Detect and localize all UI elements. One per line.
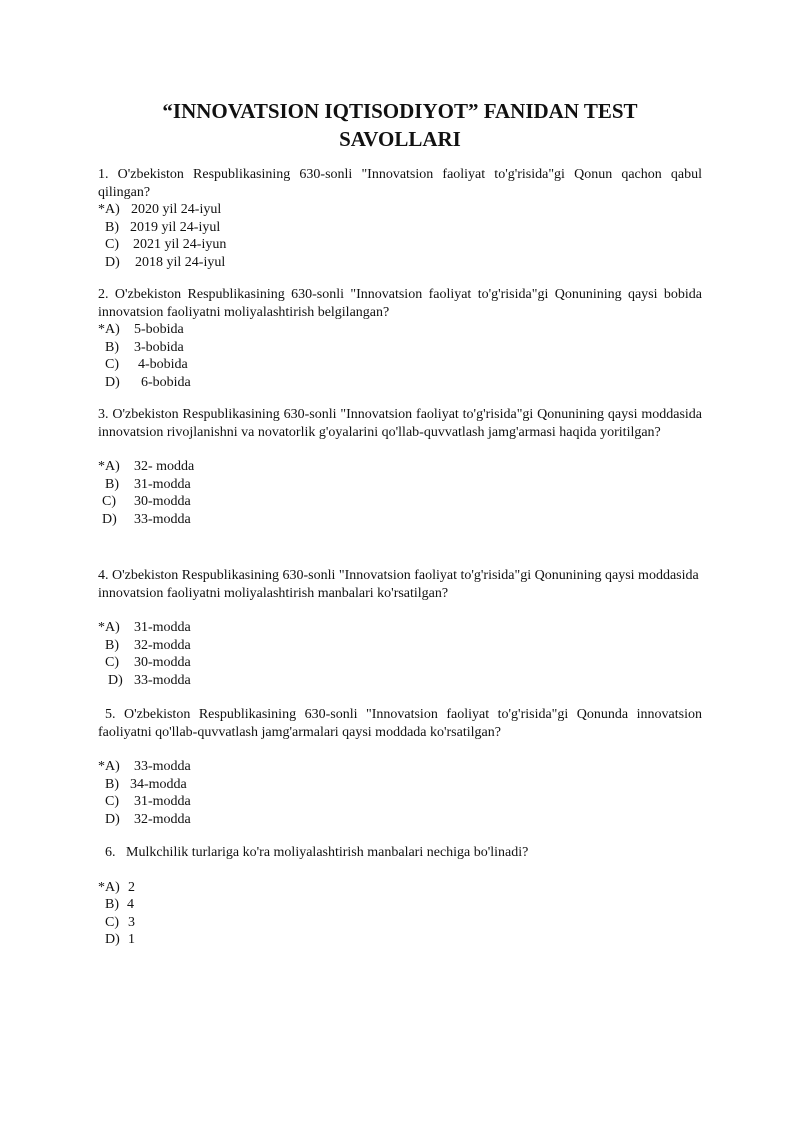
option-text: 33-modda: [134, 672, 191, 688]
option-b: [98, 339, 702, 357]
option-a: [98, 458, 702, 476]
question-1: [98, 166, 702, 271]
option-label: *A): [98, 202, 120, 217]
option-text: 6-bobida: [141, 374, 191, 390]
option-text: 4-bobida: [138, 357, 188, 372]
question-6: [98, 844, 702, 949]
option-text: 2: [128, 879, 135, 895]
question-4: [98, 567, 702, 689]
option-a: [98, 619, 702, 637]
option-a: [98, 879, 702, 897]
option-label: C): [105, 794, 119, 809]
page-title: [98, 97, 702, 153]
option-label: C): [105, 655, 119, 670]
option-label: B): [105, 476, 119, 492]
option-label: C): [105, 914, 119, 930]
title-line-1: “INNOVATSION IQTISODIYOT” FANIDAN TEST: [162, 99, 638, 123]
option-label: B): [105, 219, 119, 235]
option-label: *A): [98, 759, 120, 774]
option-b: [98, 776, 702, 794]
option-label: B): [105, 776, 119, 792]
option-text: 2020 yil 24-iyul: [131, 202, 222, 217]
question-text: 3. O'zbekiston Respublikasining 630-sonli "Innovatsion faoliyat to'g'risida"gi Qonunining qaysi moddasida innovatsion rivojlanishni va novatorlik g'oyalarini qo'llab-quvvatlash jamg'armasi haqida yoritilgan?: [98, 407, 702, 440]
option-label: C): [105, 357, 119, 372]
option-text: 31-modda: [134, 476, 191, 492]
option-text: 1: [128, 932, 135, 947]
option-a: [98, 201, 702, 219]
option-text: 2019 yil 24-iyul: [130, 219, 221, 235]
option-text: 2018 yil 24-iyul: [135, 254, 226, 270]
option-b: [98, 476, 702, 494]
option-text: 30-modda: [134, 655, 191, 670]
option-c: [98, 654, 702, 672]
option-text: 32-modda: [134, 811, 191, 827]
option-label: B): [105, 897, 119, 912]
option-text: 31-modda: [134, 794, 191, 809]
option-d: [98, 672, 702, 690]
option-label: D): [102, 511, 117, 527]
question-text: 4. O'zbekiston Respublikasining 630-sonli "Innovatsion faoliyat to'g'risida"gi Qonunining qaysi moddasida innovatsion faoliyatni moliyalashtirish manbalari ko'rsatilgan?: [98, 568, 699, 601]
option-text: 34-modda: [130, 776, 187, 792]
option-text: 30-modda: [134, 494, 191, 509]
option-c: [98, 493, 702, 511]
question-text: 2. O'zbekiston Respublikasining 630-sonli "Innovatsion faoliyat to'g'risida"gi Qonunining qaysi bobida innovatsion faoliyatni moliyalashtirish belgilangan?: [98, 287, 702, 320]
question-text: 1. O'zbekiston Respublikasining 630-sonli "Innovatsion faoliyat to'g'risida"gi Qonun qachon qabul qilingan?: [98, 167, 702, 200]
option-label: B): [105, 637, 119, 653]
option-c: [98, 356, 702, 374]
option-b: [98, 637, 702, 655]
title-line-2: SAVOLLARI: [339, 127, 461, 151]
option-text: 32- modda: [134, 459, 195, 474]
option-text: 33-modda: [134, 759, 191, 774]
option-c: [98, 914, 702, 932]
option-b: [98, 219, 702, 237]
question-text: 6. Mulkchilik turlariga ko'ra moliyalashtirish manbalari nechiga bo'linadi?: [105, 845, 529, 860]
option-text: 3-bobida: [134, 339, 184, 355]
option-text: 2021 yil 24-iyun: [133, 237, 227, 252]
option-label: B): [105, 339, 119, 355]
option-text: 3: [128, 914, 135, 930]
option-text: 5-bobida: [134, 322, 184, 337]
option-text: 4: [127, 897, 134, 912]
option-a: [98, 758, 702, 776]
option-a: [98, 321, 702, 339]
option-d: [98, 931, 702, 949]
option-label: D): [105, 932, 120, 947]
option-c: [98, 236, 702, 254]
option-label: D): [108, 672, 123, 688]
option-label: *A): [98, 620, 120, 635]
option-c: [98, 793, 702, 811]
question-text: 5. O'zbekiston Respublikasining 630-sonli "Innovatsion faoliyat to'g'risida"gi Qonunda innovatsion faoliyatni qo'llab-quvvatlash jamg'armalari qaysi moddada ko'rsatilgan?: [98, 707, 702, 740]
question-5: [98, 706, 702, 828]
option-label: D): [105, 254, 120, 270]
option-label: *A): [98, 879, 120, 895]
option-label: *A): [98, 459, 120, 474]
option-text: 31-modda: [134, 620, 191, 635]
question-2: [98, 286, 702, 391]
option-label: D): [105, 374, 120, 390]
option-label: D): [105, 811, 120, 827]
option-text: 32-modda: [134, 637, 191, 653]
option-d: [98, 811, 702, 829]
option-text: 33-modda: [134, 511, 191, 527]
option-d: [98, 511, 702, 529]
question-3: [98, 406, 702, 528]
option-label: C): [105, 237, 119, 252]
option-d: [98, 374, 702, 392]
option-label: *A): [98, 322, 120, 337]
option-b: [98, 896, 702, 914]
option-d: [98, 254, 702, 272]
option-label: C): [102, 494, 116, 509]
